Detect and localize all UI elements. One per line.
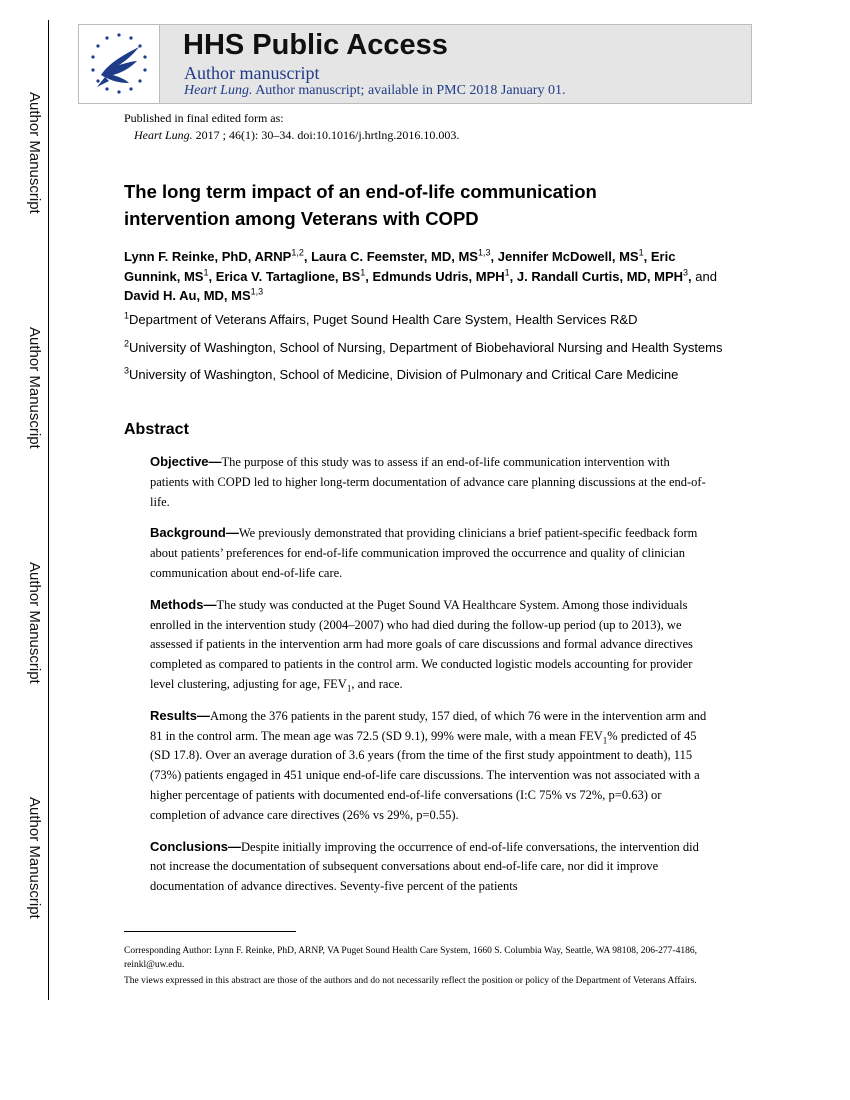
footnote-rule bbox=[124, 931, 296, 932]
abstract-heading: Abstract bbox=[124, 421, 189, 438]
footnotes bbox=[124, 945, 724, 992]
availability-line bbox=[184, 83, 565, 99]
side-label-author-manuscript: Author Manuscript bbox=[26, 327, 43, 449]
author-conjunction: and bbox=[695, 268, 717, 284]
affiliation-text: Department of Veterans Affairs, Puget Sound Health Care System, Health Services R&D bbox=[129, 312, 638, 327]
section-label: Results— bbox=[150, 707, 210, 723]
margin-rule bbox=[48, 20, 49, 1000]
author-name: J. Randall Curtis, MD, MPH bbox=[516, 268, 684, 284]
section-text: The purpose of this study was to assess if an end-of-life communication intervention with patients with COPD led to higher long-term documentation of advance care planning discussions at the end-of-life. bbox=[150, 455, 706, 509]
section-text: Among the 376 patients in the parent study, 157 died, of which 76 were in the intervention arm and 81 in the control arm. The mean age was 72.5 (SD 9.1), 99% were male, with a mean FEV bbox=[150, 708, 707, 743]
abstract-body bbox=[150, 452, 710, 908]
publication-info bbox=[124, 110, 459, 144]
author-name: Jennifer McDowell, MS bbox=[497, 249, 639, 264]
affiliation-number: 3 bbox=[124, 365, 130, 376]
section-label: Objective— bbox=[150, 454, 222, 469]
author-affiliation-marker: 1,3 bbox=[250, 286, 264, 297]
affiliations bbox=[124, 310, 724, 393]
section-label: Background— bbox=[150, 525, 239, 541]
section-text: Despite initially improving the occurrence of end-of-life conversations, the intervention did not increase the documentation of subsequent conversations about end-of-life care, nor did it improve documentation of advance directives. Seventy-five percent of the patients bbox=[150, 839, 699, 894]
author-name: David H. Au, MD, MS bbox=[124, 288, 251, 303]
availability-text: Author manuscript; available in PMC 2018 January 01. bbox=[255, 83, 566, 98]
abstract-objective bbox=[150, 452, 710, 512]
author-name: Eric Gunnink, MS bbox=[124, 249, 676, 284]
author-affiliation-marker: 1 bbox=[360, 267, 366, 278]
hhs-public-access-title: HHS Public Access bbox=[183, 29, 448, 61]
side-label-author-manuscript: Author Manuscript bbox=[26, 92, 43, 214]
affiliation-item bbox=[124, 310, 724, 330]
affiliation-item bbox=[124, 338, 724, 358]
section-label: Methods— bbox=[150, 596, 217, 612]
section-text: The study was conducted at the Puget Sound VA Healthcare System. Among those individuals enrolled in the intervention study (2004–2007) who had died during the follow-up period (up to 2013), we assessed if patients in the intervention arm had more goals of care discussions and formal advance directives completed as compared to patients in the control arm. We conducted logistic models accounting for provider level clustering, adjusting for age, FEV bbox=[150, 597, 693, 691]
abstract-methods bbox=[150, 595, 710, 695]
abstract-background bbox=[150, 523, 710, 583]
article-title: The long term impact of an end-of-life communication intervention among Veterans with COPD bbox=[124, 181, 597, 229]
affiliation-text: University of Washington, School of Nursing, Department of Biobehavioral Nursing and Health Systems bbox=[129, 339, 723, 355]
author-affiliation-marker: 3 bbox=[683, 267, 689, 278]
hhs-eagle-logo-icon bbox=[79, 25, 160, 103]
disclaimer-note: The views expressed in this abstract are those of the authors and do not necessarily reflect the position or policy of the Department of Veterans Affairs. bbox=[124, 976, 697, 986]
affiliation-number: 1 bbox=[124, 310, 130, 321]
abstract-results bbox=[150, 706, 710, 826]
subscript: 1 bbox=[346, 683, 352, 694]
citation-journal: Heart Lung. bbox=[134, 128, 193, 142]
author-affiliation-marker: 1 bbox=[638, 247, 644, 258]
hhs-header bbox=[78, 24, 752, 104]
abstract-conclusions bbox=[150, 837, 710, 897]
citation bbox=[124, 127, 459, 144]
author-manuscript-label: Author manuscript bbox=[184, 63, 320, 83]
author-affiliation-marker: 1,3 bbox=[477, 247, 491, 258]
section-text: We previously demonstrated that providing clinicians a brief patient-specific feedback form about patients’ preferences for end-of-life communication improved the occurrence and quality of clinician communication about end-of-life care. bbox=[150, 526, 698, 580]
published-line: Published in final edited form as: bbox=[124, 111, 284, 125]
affiliation-number: 2 bbox=[124, 338, 130, 349]
side-label-author-manuscript: Author Manuscript bbox=[26, 797, 43, 919]
author-affiliation-marker: 1 bbox=[203, 267, 209, 278]
journal-name: Heart Lung. bbox=[184, 83, 253, 98]
side-label-author-manuscript: Author Manuscript bbox=[26, 562, 43, 684]
author-name: Laura C. Feemster, MD, MS bbox=[311, 249, 478, 264]
affiliation-item bbox=[124, 365, 724, 385]
author-affiliation-marker: 1 bbox=[504, 267, 510, 278]
affiliation-text: University of Washington, School of Medicine, Division of Pulmonary and Critical Care Medicine bbox=[129, 367, 679, 382]
author-name: Erica V. Tartaglione, BS bbox=[215, 268, 361, 284]
citation-text: 2017 ; 46(1): 30–34. doi:10.1016/j.hrtlng.2016.10.003. bbox=[195, 128, 460, 142]
author-name: Lynn F. Reinke, PhD, ARNP bbox=[124, 249, 292, 264]
author-name: Edmunds Udris, MPH bbox=[372, 268, 505, 284]
author-affiliation-marker: 1,2 bbox=[291, 247, 304, 258]
section-label: Conclusions— bbox=[150, 838, 242, 854]
subscript: 1 bbox=[602, 735, 608, 746]
author-list: Lynn F. Reinke, PhD, ARNP$^{1,2}$, Laura C. Feemster, MD, MS$^{1,3}$, Jennifer McDowell, $MS^1$, Eric Gunnink, $MS^1$, Erica V. Tartaglione, $BS^1$, Edmunds Udris, MPH$^1$, J. Randall Curtis, MD, MPH$^3$, and David H. Au, MD, MS$^{1,3}$ bbox=[124, 247, 717, 303]
section-text: % predicted of 45 (SD 17.8). Over an average duration of 3.6 years (from the time of the first study appointment to death), 115 (73%) patients engaged in 451 unique end-of-life care discussions. The intervention was not associated with a higher percentage of patients with documented end-of-life conversations (I:C 75% vs 72%, p=0.63) or completion of advance care directives (26% vs 29%, p=0.55). bbox=[150, 728, 700, 822]
section-text: , and race. bbox=[351, 676, 403, 691]
corresponding-author-note: Corresponding Author: Lynn F. Reinke, PhD, ARNP, VA Puget Sound Health Care System, 1660 S. Columbia Way, Seattle, WA 98108, 206-277-4186, reinkl@uw.edu. bbox=[124, 946, 697, 970]
